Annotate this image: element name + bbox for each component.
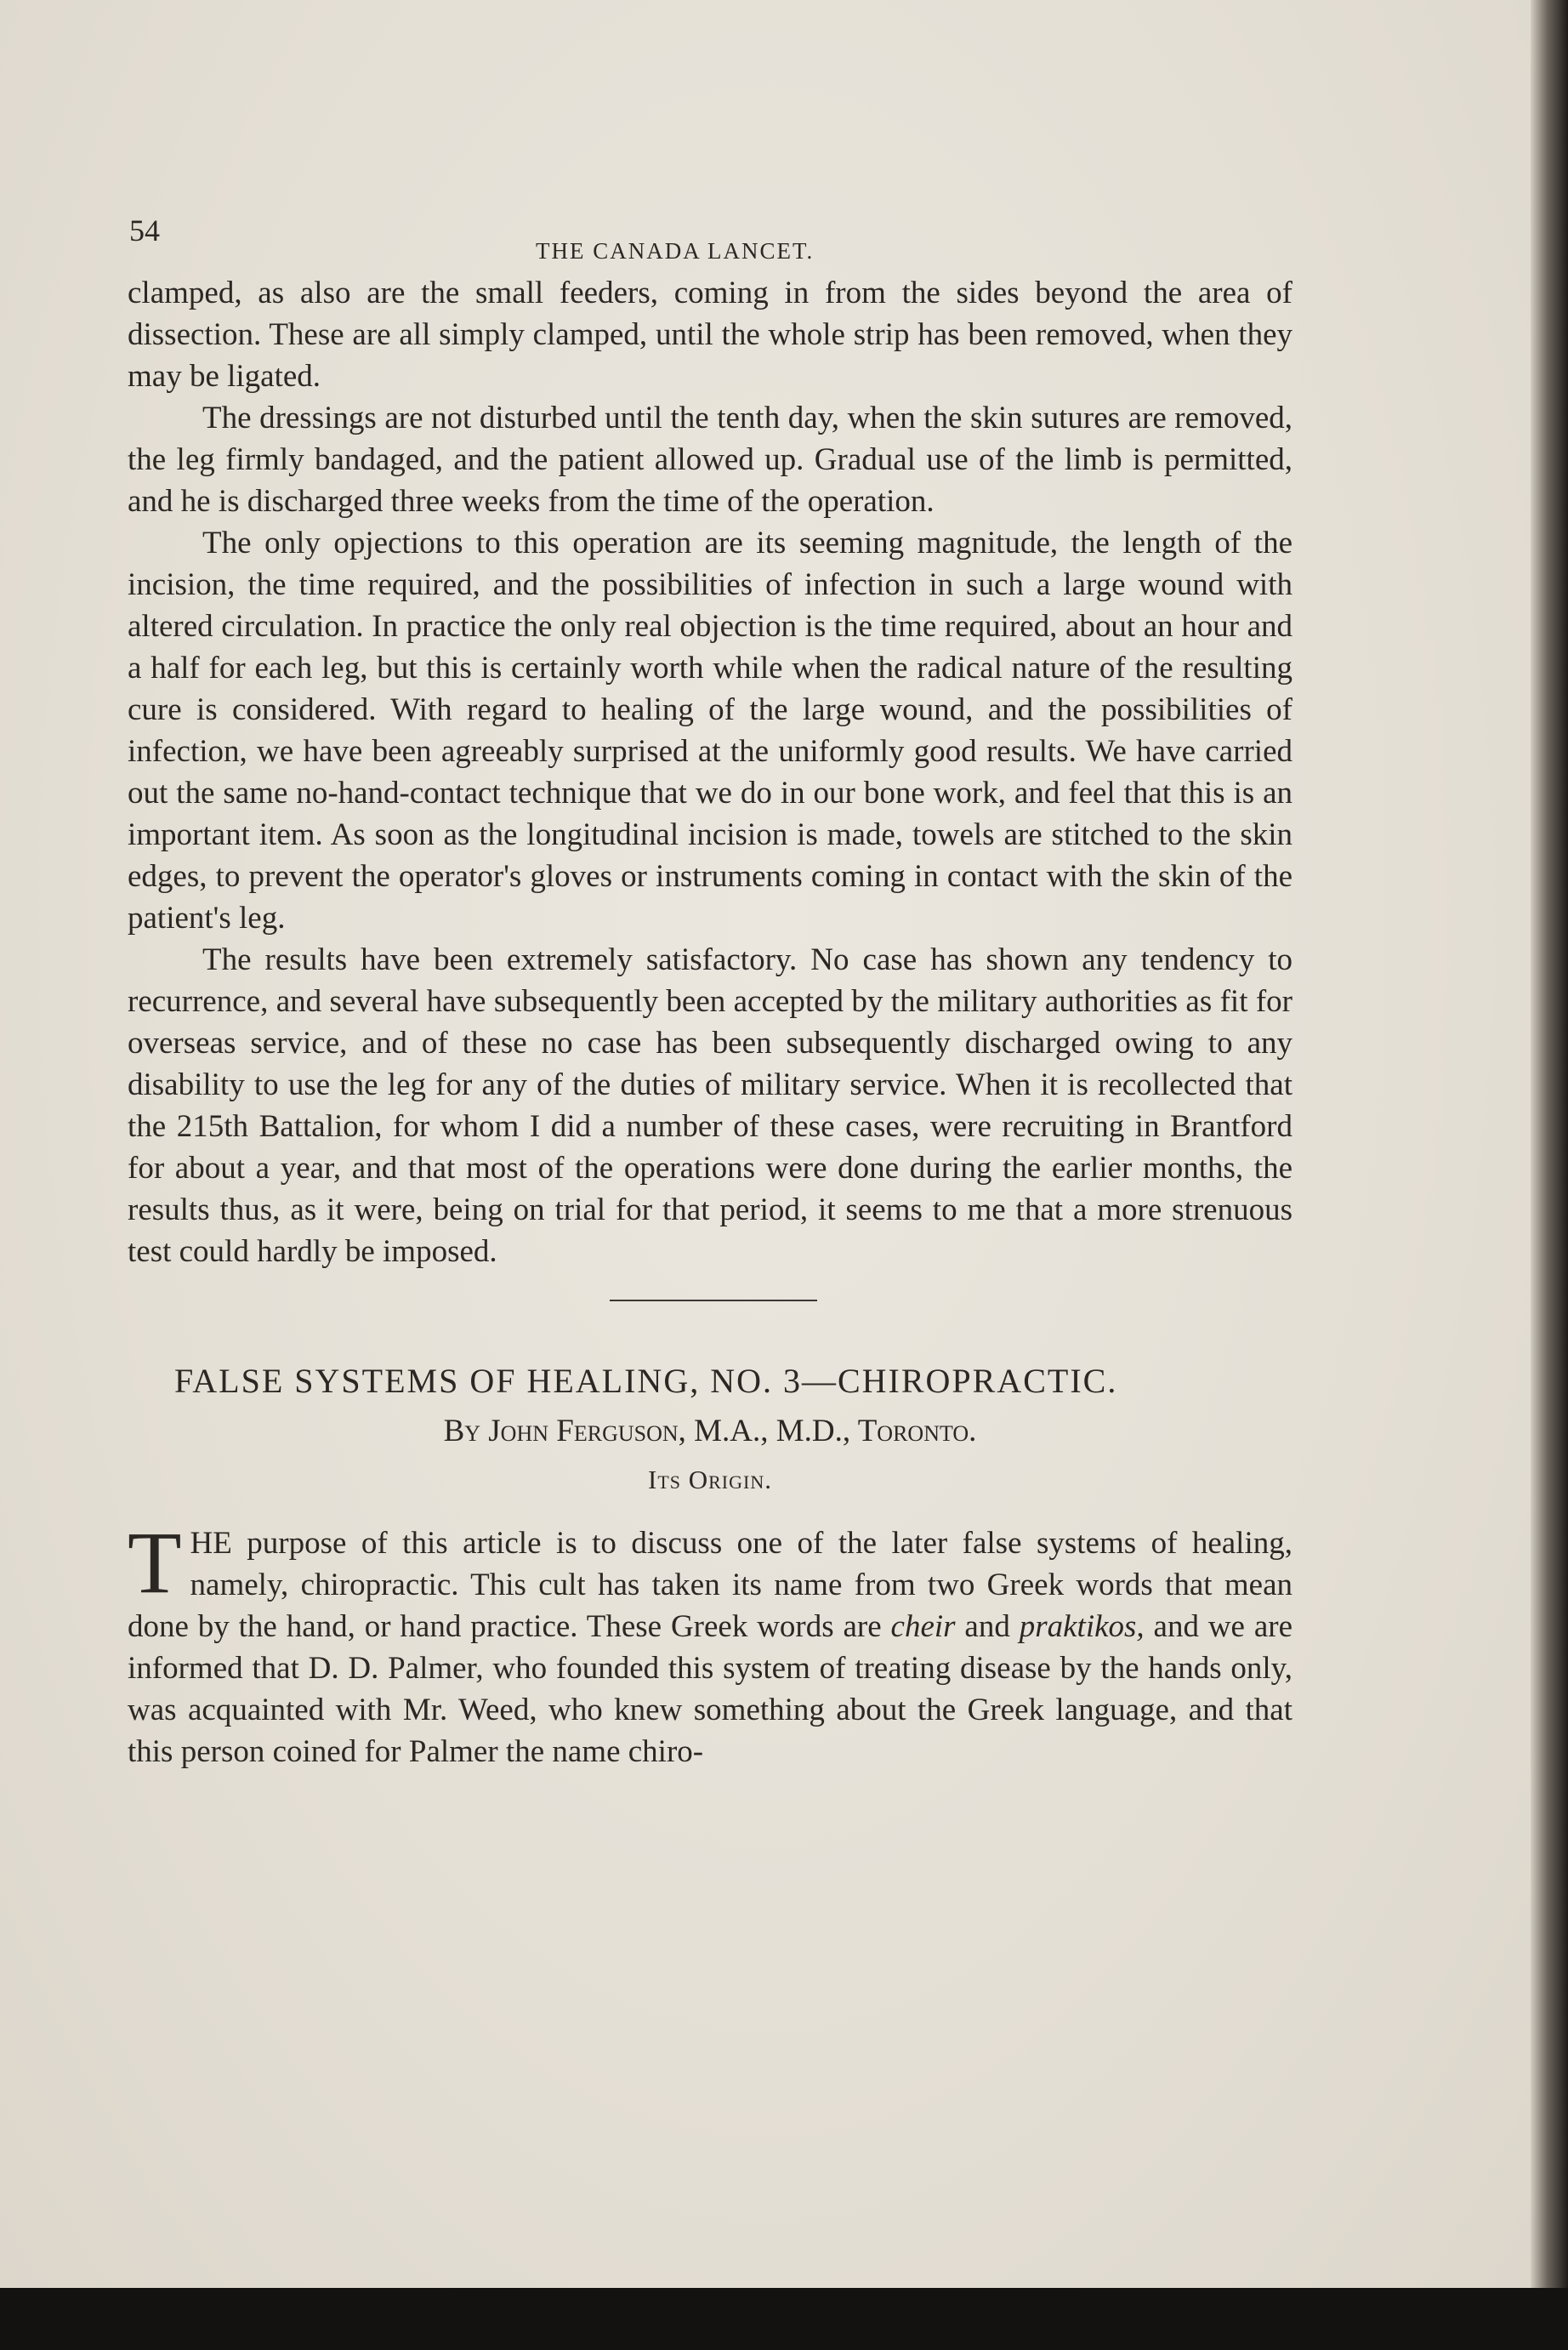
drop-cap: T [128, 1514, 182, 1612]
paragraph: The dressings are not disturbed until the tenth day, when the skin sutures are removed, the leg firmly bandaged, and the patient allowed up. Gradual use of the limb is permitted, and he is discharged three weeks from the time of the operation. [128, 401, 1292, 519]
greek-term: praktikos, [1019, 1609, 1145, 1644]
page-number: 54 [129, 213, 160, 248]
paragraph-text: HE purpose of this article is to discuss one of the later false systems of healing, namely, chiropractic. This cult has taken its name from two Greek words that mean done by the hand, or hand practice. These Greek words are [128, 1526, 1292, 1644]
running-head [128, 213, 1292, 272]
paragraph: The results have been extremely satisfactory. No case has shown any tendency to recurrence, and several have subsequently been accepted by the military authorities as fit for overseas service, and of these no case has been subsequently discharged owing to any disability to use the leg for any of the duties of military service. When it is recollected that the 215th Battalion, for whom I did a number of these cases, were recruiting in Brantford for about a year, and that most of the operations were done during the earlier months, the results thus, as it were, being on trial for that period, it seems to me that a more strenuous test could hardly be imposed. [128, 942, 1292, 1269]
article-byline: By John Ferguson, M.A., M.D., Toronto. [443, 1414, 977, 1448]
greek-term: cheir [890, 1609, 956, 1644]
page-edge-shadow [1531, 0, 1568, 2350]
section-heading: Its Origin. [648, 1465, 772, 1494]
paragraph: clamped, as also are the small feeders, coming in from the sides beyond the area of dissection. These are all simply clamped, until the whole strip has been removed, when they may be ligated. [128, 276, 1292, 394]
article-title: FALSE SYSTEMS OF HEALING, NO. 3—CHIROPRACTIC. [174, 1362, 1118, 1400]
paragraph: The only opjections to this operation are its seeming magnitude, the length of the incision, the time required, and the possibilities of infection in such a large wound with altered circulation. In practice the only real objection is the time required, about an hour and a half for each leg, but this is certainly worth while when the radical nature of the resulting cure is considered. With regard to healing of the large wound, and the possibilities of infection, we have been agreeably surprised at the uniformly good results. We have carried out the same no-hand-contact technique that we do in our bone work, and feel that this is an important item. As soon as the longitudinal incision is made, towels are stitched to the skin edges, to prevent the operator's gloves or instruments coming in contact with the skin of the patient's leg. [128, 526, 1292, 936]
journal-title: THE CANADA LANCET. [536, 238, 815, 264]
paragraph-text: and we are informed that D. D. Palmer, who founded this system of treating disease by the hands only, was acquainted with Mr. Weed, who knew something about the Greek language, and that this person coined for Palmer the name chiro- [128, 1609, 1292, 1769]
new-article-body [128, 1514, 1292, 1772]
page-content [128, 213, 1292, 1772]
section-divider [610, 1300, 817, 1301]
scan-background [0, 2288, 1568, 2350]
paragraph [128, 1514, 1292, 1772]
paragraph-text: and [955, 1609, 1020, 1644]
continued-article [128, 272, 1292, 1272]
